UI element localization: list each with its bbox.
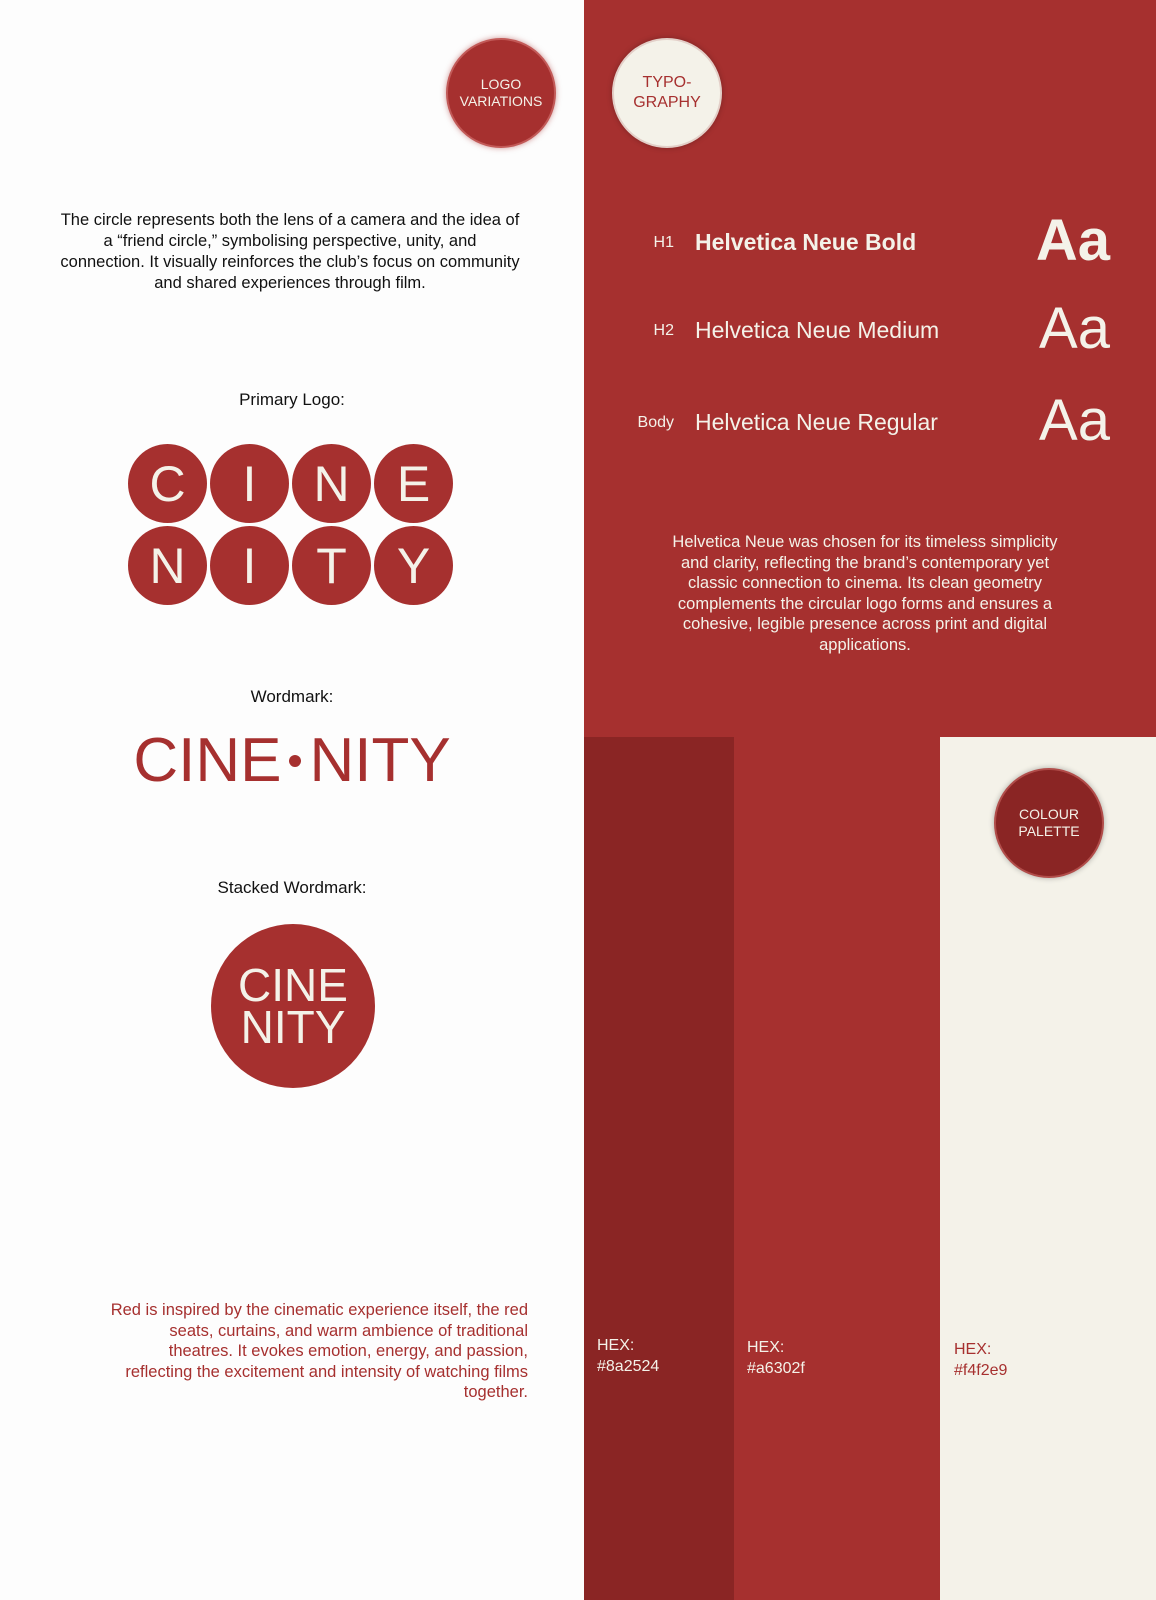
primary-logo-label: Primary Logo: bbox=[239, 390, 345, 409]
type-tag: H2 bbox=[653, 322, 674, 339]
type-tag: Body bbox=[637, 414, 674, 431]
type-tag: H1 bbox=[653, 234, 674, 251]
typography-description: Helvetica Neue was chosen for its timeless simplicity and clarity, reflecting the brand’s contemporary yet classic connection to cinema. Its clean geometry complements the circular logo forms and ensures a cohesive, legible presence across print and digital applications. bbox=[672, 533, 1058, 654]
logo-circle: I bbox=[210, 444, 289, 523]
logo-circle: Y bbox=[374, 526, 453, 605]
hex-value: #a6302f bbox=[747, 1360, 805, 1377]
type-name: Helvetica Neue Regular bbox=[695, 409, 938, 435]
logo-circle: I bbox=[210, 526, 289, 605]
logo-intro-text: The circle represents both the lens of a camera and the idea of a “friend circle,” symbolising perspective, unity, and connection. It visually reinforces the club’s focus on community and shared experiences through film. bbox=[60, 211, 520, 292]
typography-badge: TYPO- GRAPHY bbox=[612, 38, 722, 148]
stacked-wordmark-label: Stacked Wordmark: bbox=[217, 878, 367, 897]
swatch-hex-2 bbox=[747, 1337, 805, 1379]
logo-circle: N bbox=[292, 444, 371, 523]
swatch-dark-red bbox=[584, 737, 734, 1600]
hex-value: #8a2524 bbox=[597, 1358, 660, 1375]
wordmark-label: Wordmark: bbox=[250, 687, 334, 706]
hex-label: HEX: bbox=[747, 1339, 785, 1356]
logo-circle: C bbox=[128, 444, 207, 523]
wordmark-left: CINE bbox=[133, 726, 282, 795]
colour-description: Red is inspired by the cinematic experience itself, the red seats, curtains, and warm ambience of traditional theatres. It evokes emotion, energy, and passion, reflecting the excitement and intensity of watching films together. bbox=[110, 1301, 528, 1401]
hex-label: HEX: bbox=[954, 1341, 992, 1358]
hex-label: HEX: bbox=[597, 1337, 635, 1354]
hex-value: #f4f2e9 bbox=[954, 1362, 1008, 1379]
type-sample: Aa bbox=[1039, 388, 1110, 453]
type-row-h1 bbox=[620, 208, 1110, 273]
logo-circle: T bbox=[292, 526, 371, 605]
type-name: Helvetica Neue Medium bbox=[695, 317, 940, 343]
swatch-red bbox=[734, 737, 940, 1600]
primary-logo bbox=[128, 444, 460, 605]
type-sample: Aa bbox=[1035, 208, 1110, 273]
swatch-hex-3 bbox=[954, 1339, 1007, 1381]
stacked-line-2: NITY bbox=[240, 1001, 346, 1053]
logo-variations-badge: LOGO VARIATIONS bbox=[446, 38, 556, 148]
type-name: Helvetica Neue Bold bbox=[695, 229, 917, 255]
logo-circle: N bbox=[128, 526, 207, 605]
wordmark-right: NITY bbox=[309, 726, 451, 795]
stacked-line-1: CINE bbox=[238, 959, 348, 1011]
swatch-hex-1 bbox=[597, 1335, 659, 1377]
wordmark-dot bbox=[289, 755, 301, 767]
type-sample: Aa bbox=[1039, 296, 1110, 361]
type-row-body bbox=[620, 388, 1110, 453]
type-row-h2 bbox=[620, 296, 1110, 361]
wordmark bbox=[0, 724, 584, 798]
stacked-wordmark bbox=[211, 924, 375, 1088]
logo-circle: E bbox=[374, 444, 453, 523]
colour-palette-badge: COLOUR PALETTE bbox=[994, 768, 1104, 878]
